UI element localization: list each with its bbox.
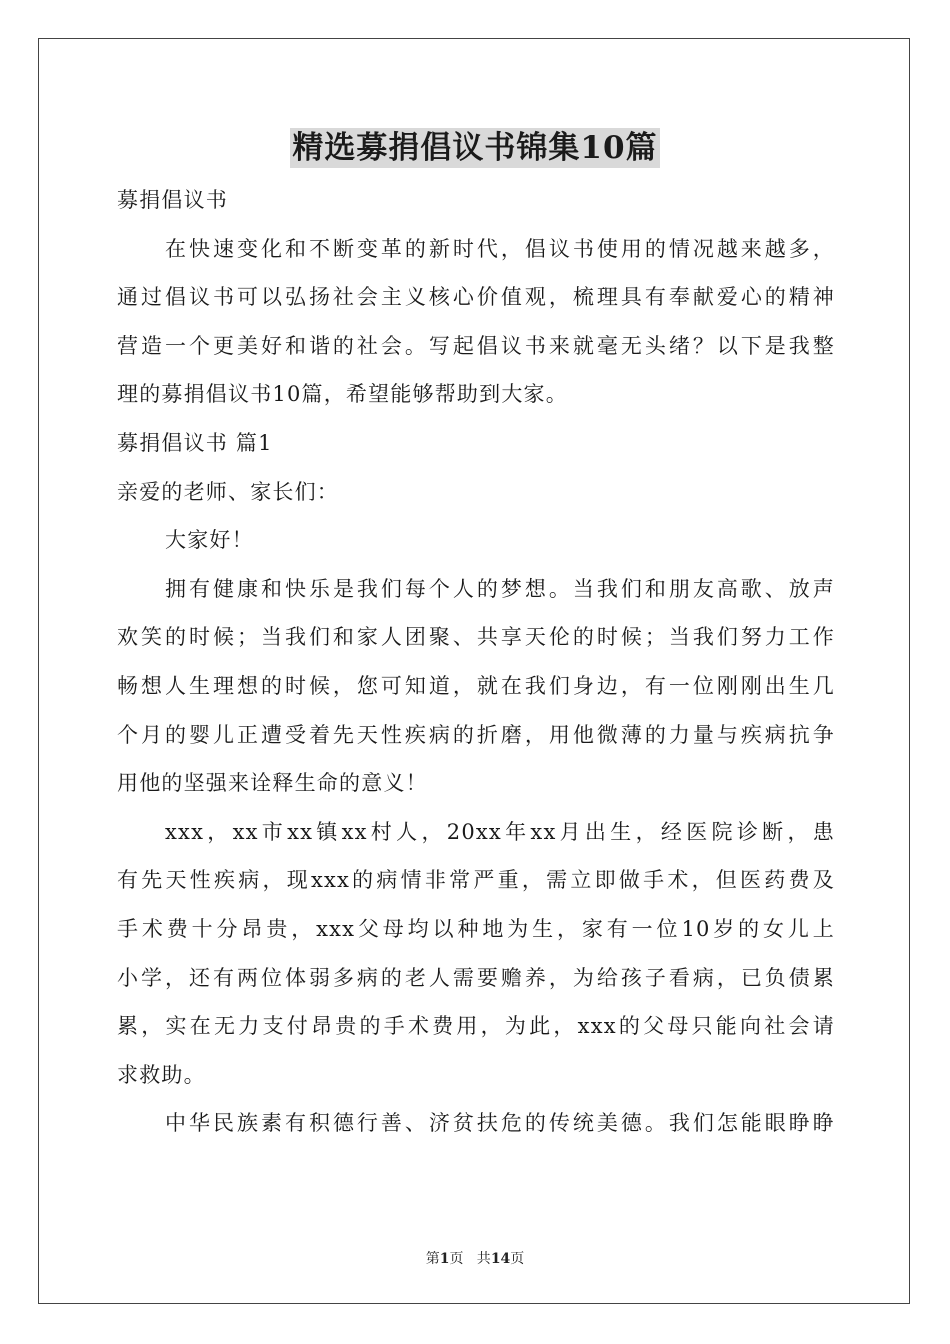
page-footer (0, 1248, 950, 1268)
footer-mid: 页 共 (449, 1251, 491, 1267)
body-line: 个月的婴儿正遭受着先天性疾病的折磨，用他微薄的力量与疾病抗争 (117, 722, 835, 747)
body-line: 求救助。 (117, 1062, 206, 1087)
document-title: 精选募捐倡议书锦集10篇 (292, 130, 658, 166)
document-body (117, 180, 835, 1152)
footer-prefix: 第 (425, 1251, 440, 1267)
body-line: 欢笑的时候；当我们和家人团聚、共享天伦的时候；当我们努力工作 (117, 625, 835, 650)
body-line: 在快速变化和不断变革的新时代，倡议书使用的情况越来越多， (165, 236, 835, 261)
body-line: 亲爱的老师、家长们： (117, 479, 339, 504)
body-line: 畅想人生理想的时候，您可知道，就在我们身边，有一位刚刚出生几 (117, 673, 835, 698)
current-page-number: 1 (439, 1251, 450, 1267)
body-line: 累，实在无力支付昂贵的手术费用，为此，xxx的父母只能向社会请 (117, 1014, 835, 1039)
total-page-count: 14 (490, 1251, 511, 1267)
body-line: 拥有健康和快乐是我们每个人的梦想。当我们和朋友高歌、放声 (165, 576, 835, 601)
body-line: 小学，还有两位体弱多病的老人需要赡养，为给孩子看病，已负债累 (117, 965, 835, 990)
body-line: 手术费十分昂贵，xxx父母均以种地为生，家有一位10岁的女儿上 (117, 916, 835, 941)
body-line: 通过倡议书可以弘扬社会主义核心价值观，梳理具有奉献爱心的精神 (117, 285, 835, 310)
body-line: 用他的坚强来诠释生命的意义！ (117, 771, 428, 796)
body-line: 中华民族素有积德行善、济贫扶危的传统美德。我们怎能眼睁睁 (165, 1111, 835, 1136)
body-line: 有先天性疾病，现xxx的病情非常严重，需立即做手术，但医药费及 (117, 868, 835, 893)
body-line: 营造一个更美好和谐的社会。写起倡议书来就毫无头绪？以下是我整 (117, 333, 835, 358)
body-line: 募捐倡议书 篇1 (117, 430, 273, 455)
body-line: 大家好！ (165, 528, 254, 553)
body-line: xxx，xx市xx镇xx村人，20xx年xx月出生，经医院诊断，患 (165, 819, 835, 844)
body-line: 理的募捐倡议书10篇，希望能够帮助到大家。 (117, 382, 568, 407)
footer-suffix: 页 (510, 1251, 525, 1267)
title-container (0, 128, 950, 168)
body-line: 募捐倡议书 (117, 188, 228, 212)
